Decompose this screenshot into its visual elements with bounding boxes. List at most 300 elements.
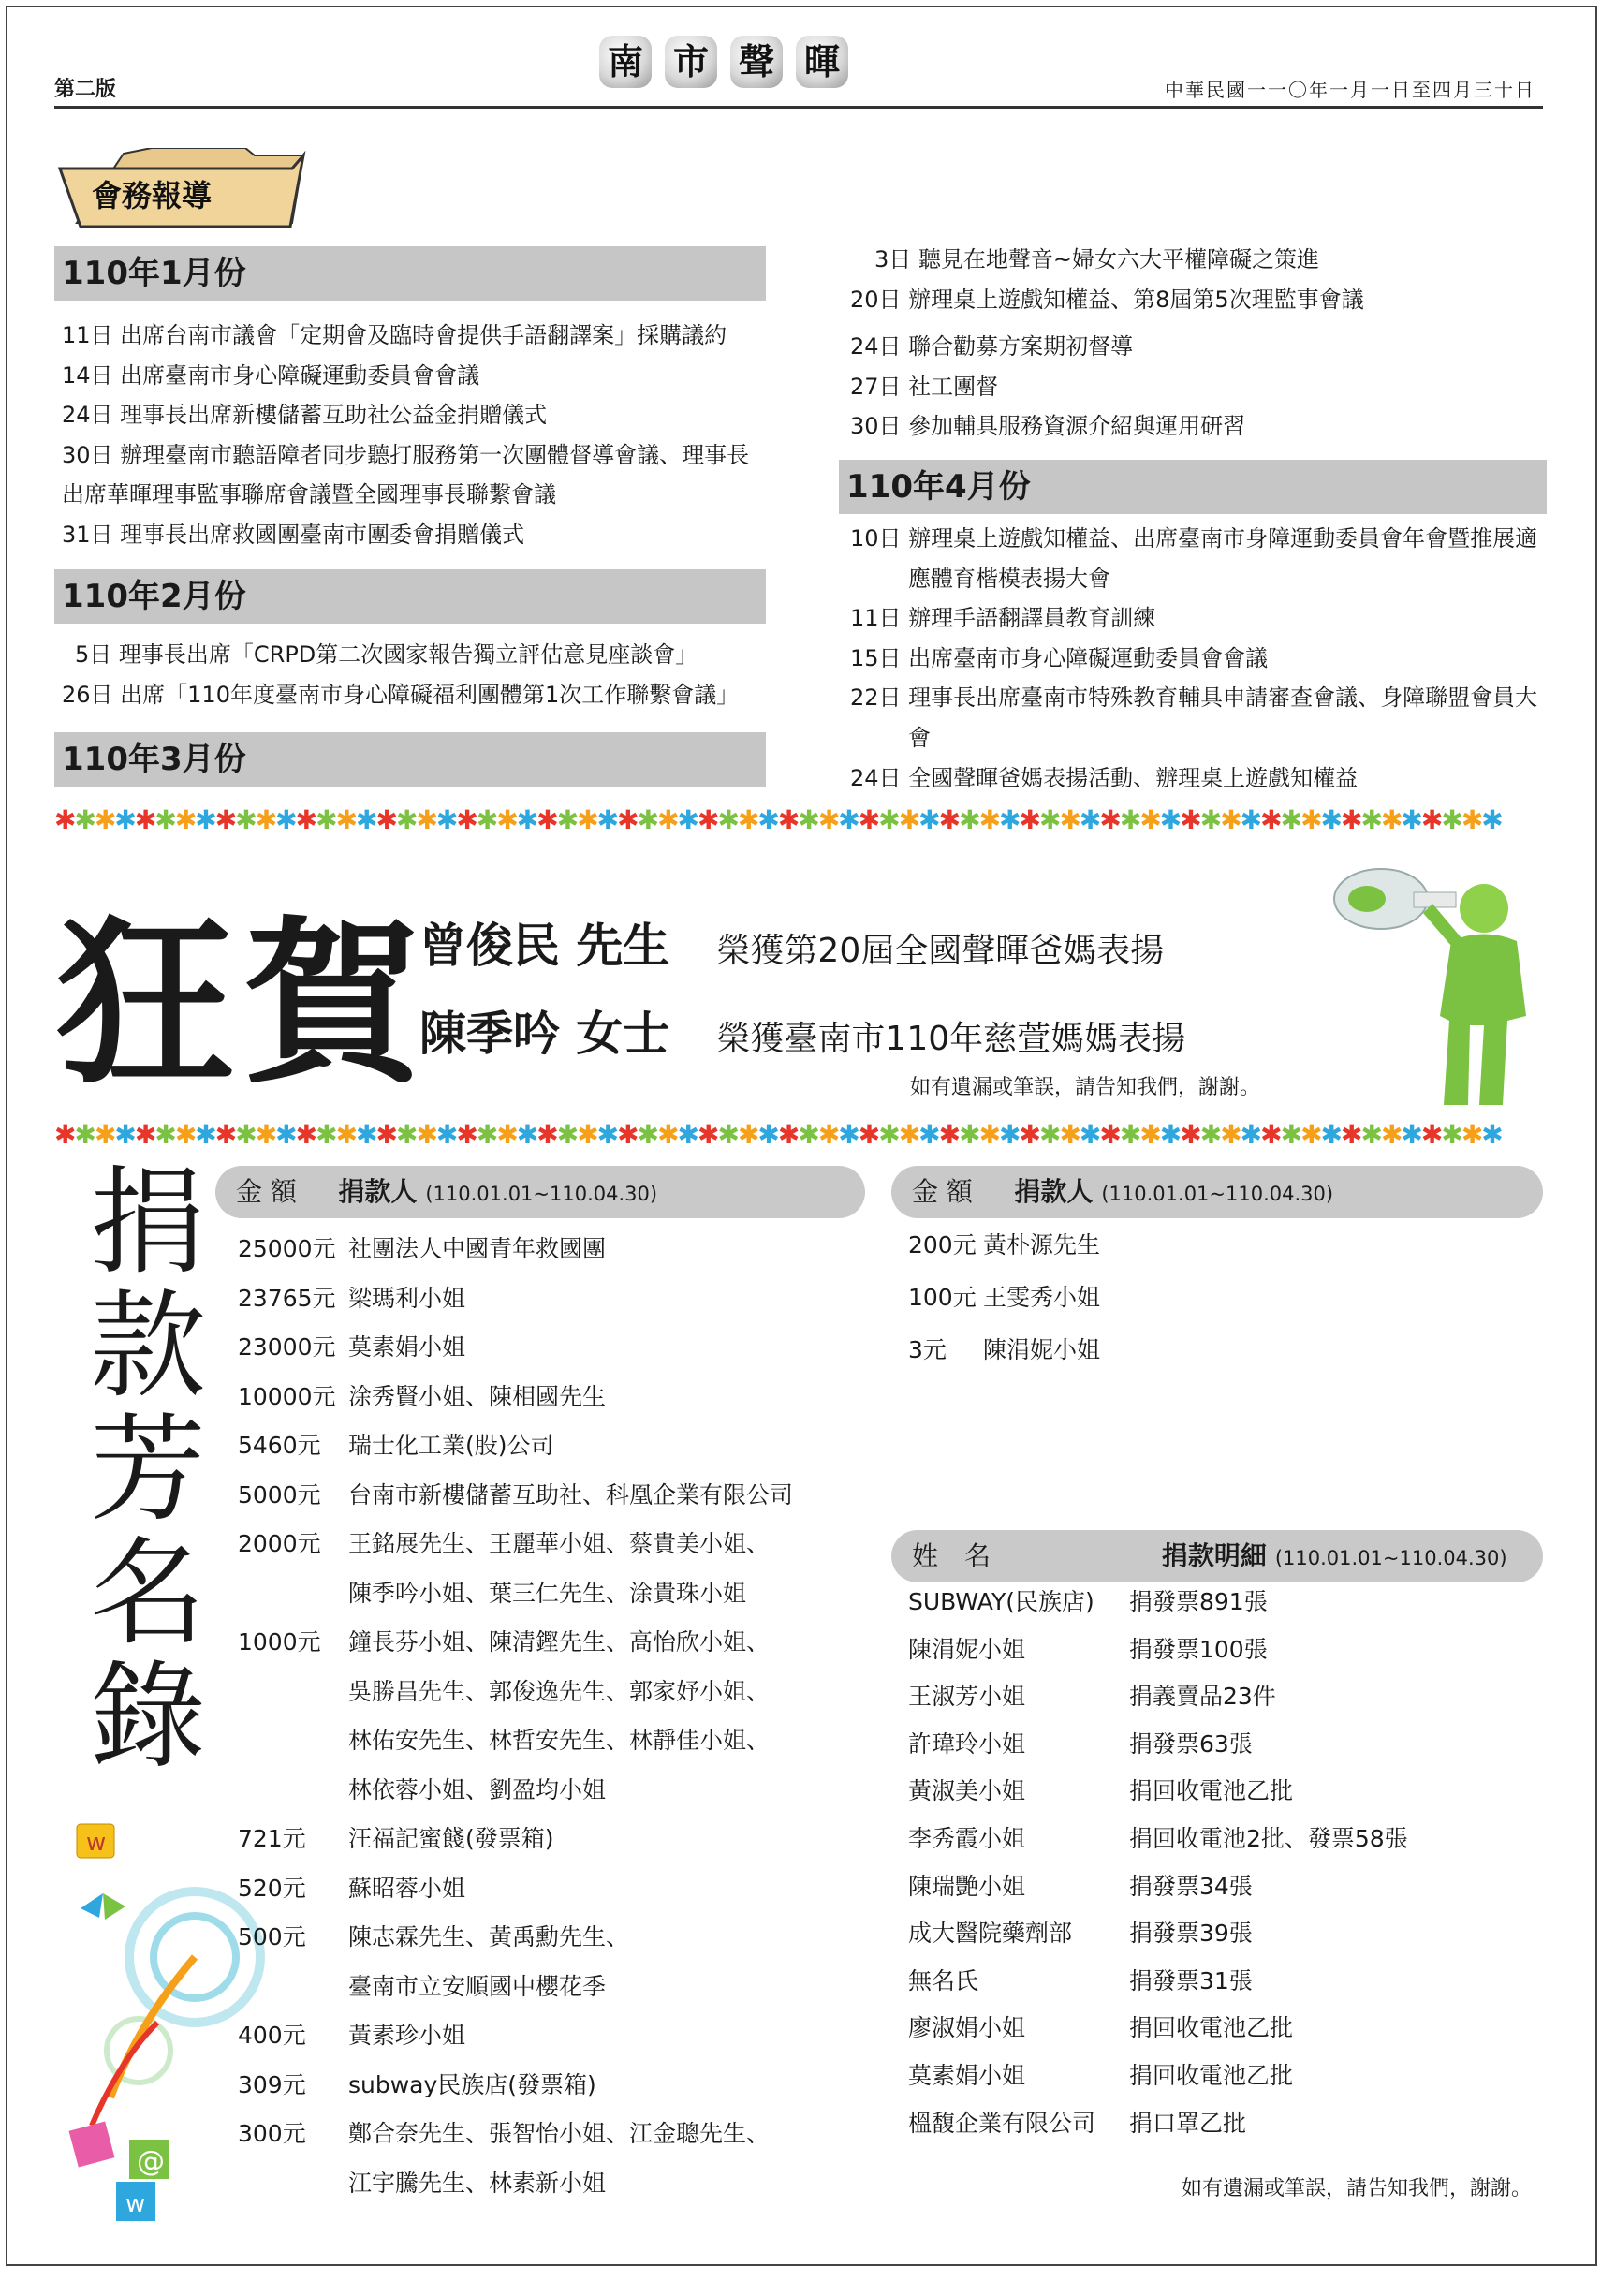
star-icon: ✱ [1401, 1120, 1421, 1150]
star-icon: ✱ [114, 805, 135, 835]
star-icon: ✱ [737, 805, 758, 835]
donor-name: 汪福記蜜餞(發票箱) [348, 1825, 554, 1852]
item-donor-name: 陳涓妮小姐 [908, 1635, 1026, 1663]
item-detail: 捐發票891張 [1129, 1588, 1268, 1615]
star-icon: ✱ [777, 805, 799, 835]
donation-amount: 25000元 [238, 1235, 336, 1262]
list-item: 3日 聽見在地聲音~婦女六大平權障礙之策進 [874, 246, 1320, 272]
star-icon: ✱ [1059, 805, 1080, 835]
donation-amount: 309元 [238, 2070, 306, 2098]
donor-name: 黃素珍小姐 [348, 2022, 466, 2049]
star-icon: ✱ [54, 805, 75, 835]
table-row [238, 1274, 793, 1324]
star-icon: ✱ [74, 1120, 95, 1150]
item-detail: 捐回收電池乙批 [1129, 2014, 1294, 2042]
table-row [238, 1373, 793, 1422]
star-icon: ✱ [978, 805, 1000, 835]
header-name: 姓 名 [912, 1540, 991, 1571]
list-item: 20日 辦理桌上遊戲知權益、第8屆第5次理監事會議 [850, 286, 1364, 313]
star-icon: ✱ [898, 805, 919, 835]
month-heading-jan: 110年1月份 [54, 246, 766, 301]
title-char: 市 [665, 36, 717, 88]
header-donor: 捐款人 [1014, 1176, 1094, 1207]
table-row [238, 1618, 793, 1668]
star-icon: ✱ [1139, 805, 1160, 835]
star-icon: ✱ [536, 1120, 557, 1150]
list-item: 10日 辦理桌上遊戲知權益、出席臺南市身障運動委員會年會暨推展適 [850, 525, 1538, 552]
header-amount: 金 額 [236, 1176, 297, 1207]
star-icon: ✱ [1300, 805, 1321, 835]
header-detail: 捐款明細 [1161, 1540, 1267, 1571]
star-icon: ✱ [1119, 1120, 1140, 1150]
donor-name: 涂秀賢小姐、陳相國先生 [348, 1382, 607, 1410]
donor-name: 莫素娟小姐 [348, 1333, 466, 1361]
star-icon: ✱ [94, 1120, 115, 1150]
table-row [908, 2053, 1408, 2100]
donation-amount: 500元 [238, 1923, 306, 1950]
star-icon: ✱ [1220, 1120, 1241, 1150]
table-row [238, 1668, 793, 1717]
item-detail: 捐發票34張 [1129, 1872, 1253, 1900]
star-icon: ✱ [878, 1120, 899, 1150]
star-icon: ✱ [1481, 805, 1502, 835]
donor-name: 梁瑪利小姐 [348, 1284, 466, 1312]
table-row [238, 1864, 793, 1914]
item-detail: 捐回收電池乙批 [1129, 2061, 1294, 2089]
item-donor-name: 廖淑娟小姐 [908, 2014, 1026, 2042]
header-donor: 捐款人 [338, 1176, 418, 1207]
star-icon: ✱ [858, 1120, 879, 1150]
table-row [238, 1716, 793, 1766]
donation-list-left [238, 1225, 793, 2208]
star-icon: ✱ [496, 1120, 517, 1150]
star-icon: ✱ [1260, 805, 1281, 835]
donation-amount: 300元 [238, 2120, 306, 2147]
star-icon: ✱ [677, 1120, 698, 1150]
star-icon: ✱ [235, 1120, 256, 1150]
item-donor-name: 李秀霞小姐 [908, 1824, 1026, 1852]
donation-vertical-title: 捐款芳名錄 [90, 1155, 207, 1785]
star-icon: ✱ [1099, 1120, 1120, 1150]
star-icon: ✱ [938, 805, 960, 835]
star-icon: ✱ [698, 1120, 718, 1150]
jan-list [62, 316, 749, 555]
star-icon: ✱ [717, 1120, 738, 1150]
list-item: 27日 社工團督 [850, 373, 999, 400]
star-icon: ✱ [1099, 805, 1120, 835]
header-period: (110.01.01~110.04.30) [425, 1183, 658, 1205]
table-row [238, 1520, 793, 1569]
donor-name: 陳季吟小姐、葉三仁先生、涂貴珠小姐 [348, 1579, 747, 1607]
list-item: 24日 理事長出席新樓儲蓄互助社公益金捐贈儀式 [62, 402, 548, 429]
table-row [908, 2005, 1408, 2053]
star-icon: ✱ [1461, 805, 1482, 835]
star-divider [54, 805, 1548, 835]
donation-amount: 2000元 [238, 1530, 321, 1557]
star-icon: ✱ [536, 805, 557, 835]
list-item: 應體育楷模表揚大會 [908, 565, 1110, 592]
donor-name: 王雯秀小姐 [983, 1284, 1101, 1311]
congrats-note: 如有遺漏或筆誤，請告知我們，謝謝。 [910, 1076, 1261, 1099]
donor-name: 林佑安先生、林哲安先生、林靜佳小姐、 [348, 1727, 771, 1754]
star-icon: ✱ [1159, 1120, 1181, 1150]
star-icon: ✱ [1220, 805, 1241, 835]
star-icon: ✱ [918, 805, 939, 835]
star-icon: ✱ [74, 805, 95, 835]
donation-amount: 5000元 [238, 1480, 321, 1509]
item-detail: 捐發票100張 [1129, 1635, 1268, 1663]
donor-name: 江宇騰先生、林素新小姐 [348, 2169, 607, 2197]
table-row [238, 1471, 793, 1521]
donor-name: 蘇昭蓉小姐 [348, 1874, 466, 1902]
star-icon: ✱ [316, 805, 336, 835]
star-icon: ✱ [114, 1120, 135, 1150]
star-icon: ✱ [577, 805, 597, 835]
star-icon: ✱ [858, 805, 879, 835]
star-icon: ✱ [476, 805, 497, 835]
edition-label: 第二版 [54, 77, 117, 101]
star-icon: ✱ [134, 1120, 155, 1150]
table-row [908, 1673, 1408, 1721]
star-icon: ✱ [1139, 1120, 1160, 1150]
star-icon: ✱ [1240, 805, 1261, 835]
star-icon: ✱ [798, 805, 818, 835]
donation-list-right [908, 1219, 1100, 1376]
item-detail: 捐發票39張 [1129, 1920, 1253, 1948]
star-icon: ✱ [838, 805, 859, 835]
table-row [908, 1958, 1408, 2006]
table-row [908, 1219, 1100, 1272]
star-icon: ✱ [255, 805, 276, 835]
donor-name: 陳志霖先生、黃禹勳先生、 [348, 1923, 630, 1950]
star-icon: ✱ [516, 805, 537, 835]
star-icon: ✱ [918, 1120, 939, 1150]
donation-amount: 5460元 [238, 1432, 321, 1459]
star-icon: ✱ [335, 805, 357, 835]
star-icon: ✱ [1341, 805, 1361, 835]
list-item: 26日 出席「110年度臺南市身心障礙福利團體第1次工作聯繫會議」 [62, 681, 740, 708]
items-note: 如有遺漏或筆誤，請告知我們，謝謝。 [1182, 2177, 1533, 2200]
star-icon: ✱ [375, 805, 396, 835]
donation-amount: 520元 [238, 1874, 306, 1902]
star-icon: ✱ [596, 805, 618, 835]
star-icon: ✱ [637, 1120, 658, 1150]
star-icon: ✱ [798, 1120, 818, 1150]
title-char: 聲 [730, 36, 783, 88]
star-icon: ✱ [356, 1120, 376, 1150]
list-item: 11日 出席台南市議會「定期會及臨時會提供手語翻譯案」採購議約 [62, 322, 727, 348]
star-icon: ✱ [999, 1120, 1020, 1150]
donation-amount: 23000元 [238, 1333, 336, 1361]
star-icon: ✱ [195, 1120, 215, 1150]
star-icon: ✱ [1079, 1120, 1100, 1150]
list-item: 30日 參加輔具服務資源介紹與運用研習 [850, 413, 1246, 440]
table-row [238, 1815, 793, 1864]
star-icon: ✱ [456, 805, 477, 835]
star-icon: ✱ [1059, 1120, 1080, 1150]
table-row [908, 1721, 1408, 1769]
star-icon: ✱ [214, 1120, 236, 1150]
star-icon: ✱ [295, 805, 316, 835]
star-icon: ✱ [596, 1120, 618, 1150]
item-donor-name: 榲馥企業有限公司 [908, 2109, 1096, 2137]
star-icon: ✱ [275, 1120, 296, 1150]
star-icon: ✱ [395, 1120, 417, 1150]
table-row [238, 1766, 793, 1816]
item-detail: 捐口罩乙批 [1129, 2109, 1247, 2137]
star-icon: ✱ [717, 805, 738, 835]
star-icon: ✱ [938, 1120, 960, 1150]
item-donor-name: 陳瑞艷小姐 [908, 1872, 1026, 1900]
star-icon: ✱ [295, 1120, 316, 1150]
star-icon: ✱ [435, 805, 457, 835]
star-icon: ✱ [134, 805, 155, 835]
date-range: 中華民國一一〇年一月一日至四月三十日 [1165, 79, 1535, 101]
star-icon: ✱ [657, 805, 678, 835]
list-item: 30日 辦理臺南市聽語障者同步聽打服務第一次團體督導會議、理事長 [62, 441, 750, 468]
item-detail: 捐發票31張 [1129, 1966, 1253, 1994]
table-row [908, 1579, 1408, 1626]
table-row [238, 1323, 793, 1373]
list-item: 11日 辦理手語翻譯員教育訓練 [850, 605, 1156, 632]
newsletter-title [599, 36, 848, 88]
list-item: 24日 全國聲暉爸媽表揚活動、辦理桌上遊戲知權益 [850, 764, 1359, 791]
donation-amount: 1000元 [238, 1628, 321, 1656]
donor-name: 吳勝昌先生、郭俊逸先生、郭家妤小姐、 [348, 1677, 771, 1705]
star-icon: ✱ [416, 805, 436, 835]
donation-amount: 10000元 [238, 1382, 336, 1410]
svg-text:w: w [125, 2190, 146, 2218]
congrats-entry [419, 996, 1185, 1064]
item-detail: 捐回收電池2批、發票58張 [1129, 1824, 1408, 1852]
table-row [238, 2061, 793, 2111]
item-donor-name: SUBWAY(民族店) [908, 1588, 1094, 1615]
star-icon: ✱ [335, 1120, 357, 1150]
star-icon: ✱ [959, 1120, 979, 1150]
month-heading-feb: 110年2月份 [54, 569, 766, 624]
item-donor-name: 王淑芳小姐 [908, 1683, 1026, 1711]
item-donor-name: 許瑋玲小姐 [908, 1729, 1026, 1758]
star-icon: ✱ [1019, 805, 1039, 835]
table-row [238, 1421, 793, 1471]
star-icon: ✱ [1119, 805, 1140, 835]
star-icon: ✱ [1380, 1120, 1402, 1150]
star-icon: ✱ [1341, 1120, 1361, 1150]
table-row [238, 2011, 793, 2061]
congrats-entry [419, 908, 1164, 976]
star-icon: ✱ [435, 1120, 457, 1150]
star-icon: ✱ [275, 805, 296, 835]
title-char: 南 [599, 36, 652, 88]
table-row [238, 1569, 793, 1619]
donation-amount: 400元 [238, 2022, 306, 2049]
donation-amount: 3元 [908, 1336, 947, 1363]
list-item: 5日 理事長出席「CRPD第二次國家報告獨立評估意見座談會」 [75, 641, 698, 668]
star-icon: ✱ [757, 805, 778, 835]
star-icon: ✱ [898, 1120, 919, 1150]
star-icon: ✱ [1441, 805, 1461, 835]
list-item: 14日 出席臺南市身心障礙運動委員會會議 [62, 361, 480, 389]
star-icon: ✱ [677, 805, 698, 835]
star-icon: ✱ [154, 805, 175, 835]
star-icon: ✱ [1280, 1120, 1301, 1150]
star-icon: ✱ [978, 1120, 1000, 1150]
donor-name: 黃朴源先生 [983, 1231, 1101, 1258]
list-item: 會 [908, 724, 931, 751]
donation-amount: 23765元 [238, 1284, 336, 1312]
donor-name: subway民族店(發票箱) [348, 2070, 596, 2098]
list-item: 出席華暉理事監事聯席會議暨全國理事長聯繫會議 [62, 481, 556, 508]
star-icon: ✱ [375, 1120, 396, 1150]
star-icon: ✱ [1360, 805, 1381, 835]
section-label: 會務報導 [92, 178, 213, 213]
star-icon: ✱ [1380, 805, 1402, 835]
star-icon: ✱ [54, 1120, 75, 1150]
item-donor-name: 成大醫院藥劑部 [908, 1920, 1073, 1948]
star-icon: ✱ [1019, 1120, 1039, 1150]
svg-text:@: @ [137, 2145, 165, 2178]
table-row [908, 1863, 1408, 1911]
star-icon: ✱ [1280, 805, 1301, 835]
megaphone-figure-icon [1301, 838, 1545, 1119]
star-icon: ✱ [1420, 805, 1442, 835]
star-icon: ✱ [1441, 1120, 1461, 1150]
star-icon: ✱ [1159, 805, 1181, 835]
star-icon: ✱ [959, 805, 979, 835]
table-row [908, 1768, 1408, 1816]
star-icon: ✱ [94, 805, 115, 835]
donor-name: 鐘長芬小姐、陳清鏗先生、高怡欣小姐、 [348, 1628, 771, 1656]
month-heading-mar: 110年3月份 [54, 732, 766, 787]
apr-list [850, 519, 1537, 798]
table-row [908, 1626, 1408, 1674]
star-icon: ✱ [617, 805, 638, 835]
items-list [908, 1579, 1408, 2147]
star-icon: ✱ [195, 805, 215, 835]
donor-name: 社團法人中國青年救國團 [348, 1235, 607, 1262]
star-icon: ✱ [817, 805, 839, 835]
star-icon: ✱ [416, 1120, 436, 1150]
item-donor-name: 無名氏 [908, 1966, 979, 1994]
table-row [908, 1816, 1408, 1863]
svg-text:w: w [86, 1829, 107, 1857]
star-icon: ✱ [476, 1120, 497, 1150]
star-icon: ✱ [617, 1120, 638, 1150]
table-row [238, 1913, 793, 1963]
donor-name: 王銘展先生、王麗華小姐、蔡貴美小姐、 [348, 1530, 771, 1557]
star-icon: ✱ [777, 1120, 799, 1150]
honoree-name: 曾俊民 先生 [419, 919, 670, 973]
list-item: 24日 聯合勸募方案期初督導 [850, 333, 1134, 361]
month-heading-apr: 110年4月份 [839, 460, 1547, 514]
item-donor-name: 莫素娟小姐 [908, 2061, 1026, 2089]
donor-name: 臺南市立安順國中櫻花季 [348, 1972, 607, 2000]
item-donor-name: 黃淑美小姐 [908, 1777, 1026, 1805]
star-icon: ✱ [395, 805, 417, 835]
star-icon: ✱ [1320, 805, 1341, 835]
mar-list [850, 240, 1364, 447]
table-row [238, 1963, 793, 2012]
star-icon: ✱ [1300, 1120, 1321, 1150]
star-icon: ✱ [496, 805, 517, 835]
feb-list [62, 635, 739, 714]
star-icon: ✱ [698, 805, 718, 835]
header-amount: 金 額 [912, 1176, 973, 1207]
header-divider [54, 106, 1543, 109]
item-detail: 捐義賣品23件 [1129, 1683, 1276, 1711]
star-icon: ✱ [1401, 805, 1421, 835]
donor-name: 陳涓妮小姐 [983, 1336, 1101, 1363]
table-row [238, 1225, 793, 1274]
table-row [908, 2100, 1408, 2148]
table-row [908, 1910, 1408, 1958]
star-icon: ✱ [1199, 1120, 1221, 1150]
donor-name: 台南市新樓儲蓄互助社、科凰企業有限公司 [348, 1480, 794, 1509]
star-icon: ✱ [174, 805, 196, 835]
star-icon: ✱ [1180, 805, 1200, 835]
star-icon: ✱ [1079, 805, 1100, 835]
star-icon: ✱ [1360, 1120, 1381, 1150]
star-icon: ✱ [577, 1120, 597, 1150]
table-row [908, 1272, 1100, 1324]
star-icon: ✱ [757, 1120, 778, 1150]
star-divider [54, 1120, 1548, 1150]
item-detail: 捐發票63張 [1129, 1729, 1253, 1758]
star-icon: ✱ [1420, 1120, 1442, 1150]
star-icon: ✱ [657, 1120, 678, 1150]
star-icon: ✱ [999, 805, 1020, 835]
star-icon: ✱ [255, 1120, 276, 1150]
table-row [238, 2159, 793, 2209]
donation-amount: 721元 [238, 1825, 306, 1852]
table-row [238, 2110, 793, 2159]
item-detail: 捐回收電池乙批 [1129, 1777, 1294, 1805]
congrats-big-text: 狂賀 [56, 899, 432, 1108]
star-icon: ✱ [1038, 805, 1060, 835]
honoree-award: 榮獲第20屆全國聲暉爸媽表揚 [716, 932, 1165, 970]
star-icon: ✱ [214, 805, 236, 835]
star-icon: ✱ [1320, 1120, 1341, 1150]
star-icon: ✱ [737, 1120, 758, 1150]
star-icon: ✱ [878, 805, 899, 835]
star-icon: ✱ [1199, 805, 1221, 835]
donation-amount: 100元 [908, 1284, 977, 1311]
honoree-award: 榮獲臺南市110年慈萱媽媽表揚 [716, 1020, 1186, 1058]
star-icon: ✱ [235, 805, 256, 835]
honoree-name: 陳季吟 女士 [419, 1007, 670, 1061]
list-item: 31日 理事長出席救國團臺南市團委會捐贈儀式 [62, 521, 525, 548]
header-period: (110.01.01~110.04.30) [1274, 1547, 1507, 1569]
star-icon: ✱ [154, 1120, 175, 1150]
star-icon: ✱ [838, 1120, 859, 1150]
donation-table-header-right [891, 1166, 1543, 1218]
star-icon: ✱ [316, 1120, 336, 1150]
star-icon: ✱ [556, 805, 578, 835]
star-icon: ✱ [817, 1120, 839, 1150]
items-table-header [891, 1530, 1543, 1582]
star-icon: ✱ [637, 805, 658, 835]
star-icon: ✱ [174, 1120, 196, 1150]
star-icon: ✱ [516, 1120, 537, 1150]
header-period: (110.01.01~110.04.30) [1101, 1183, 1334, 1205]
star-icon: ✱ [356, 805, 376, 835]
donor-name: 瑞士化工業(股)公司 [348, 1432, 554, 1459]
star-icon: ✱ [1461, 1120, 1482, 1150]
table-row [908, 1324, 1100, 1376]
star-icon: ✱ [1481, 1120, 1502, 1150]
donation-amount: 200元 [908, 1231, 977, 1258]
title-char: 暉 [796, 36, 848, 88]
